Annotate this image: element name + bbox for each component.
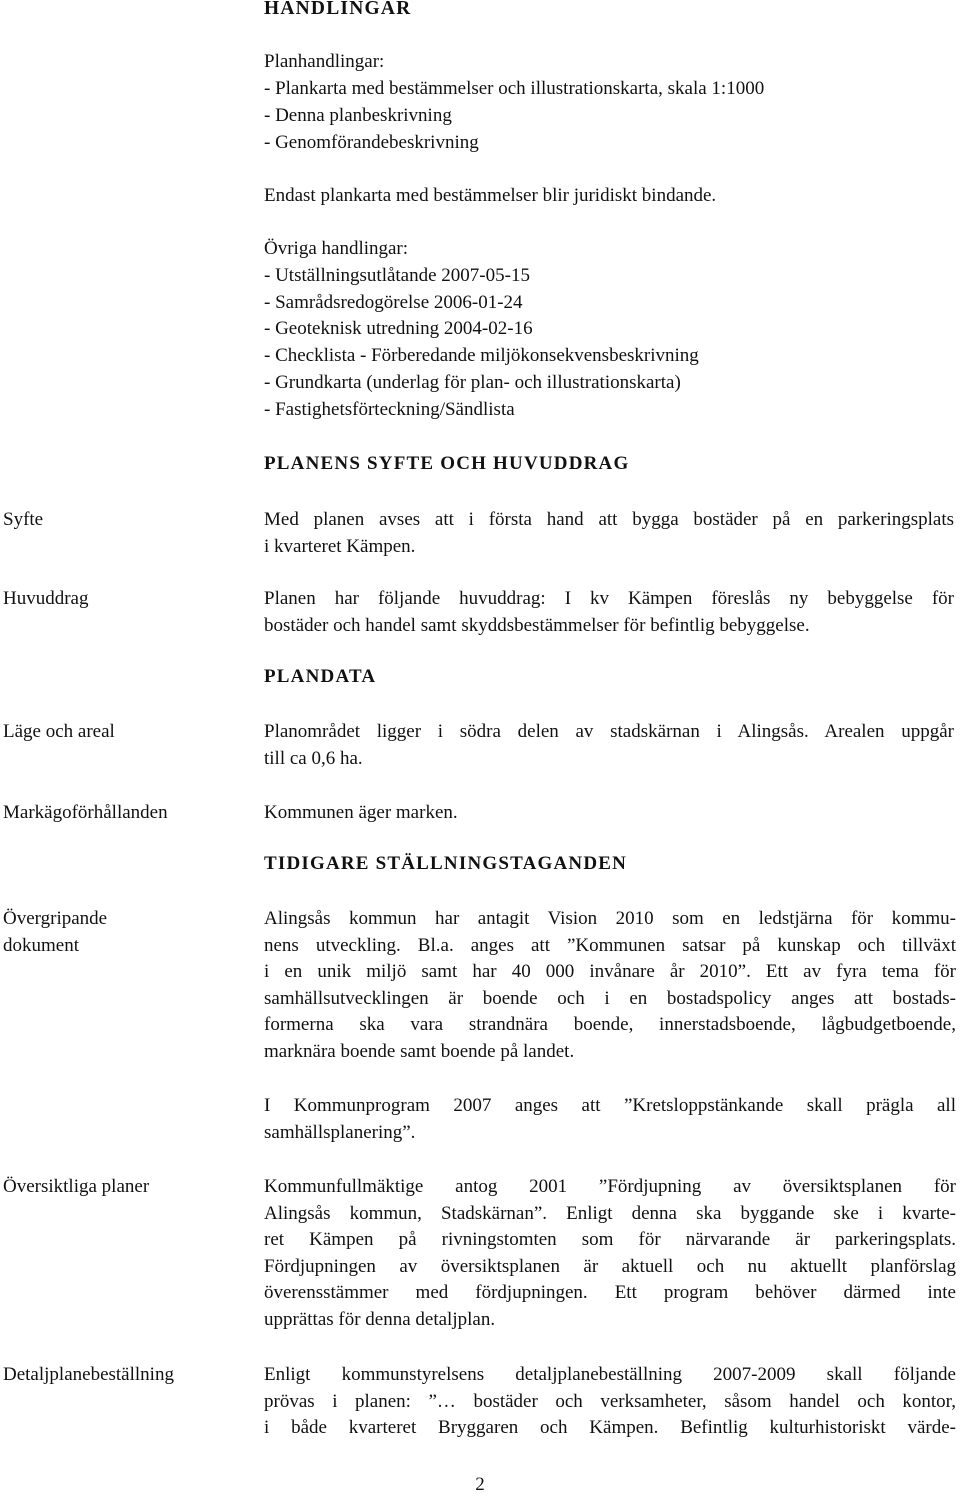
list-item: - Checklista - Förberedande miljökonsekvensbeskrivning	[264, 345, 699, 366]
page-number: 2	[475, 1474, 485, 1495]
text-line: Alingsås kommun har antagit Vision 2010 som en ledstjärna för kommu-	[264, 908, 956, 929]
list-item: - Fastighetsförteckning/Sändlista	[264, 399, 515, 420]
text-line: Fördjupningen av översiktsplanen är aktuell och nu aktuellt planförslag	[264, 1255, 956, 1277]
text-line: Alingsås kommun, Stadskärnan”. Enligt denna ska byggande ske i kvarte-	[264, 1202, 956, 1224]
list-item: - Geoteknisk utredning 2004-02-16	[264, 318, 533, 339]
text-line: nens utveckling. Bl.a. anges att ”Kommunen satsar på kunskap och tillväxt	[264, 934, 956, 956]
text-line: Enligt kommunstyrelsens detaljplanebeställning 2007-2009 skall följande	[264, 1364, 956, 1385]
paragraph-kommunprogram	[264, 1093, 956, 1146]
label-huvuddrag: Huvuddrag	[3, 588, 89, 609]
paragraph-overgripande	[264, 906, 956, 1066]
label-detaljplanebestallning: Detaljplanebeställning	[3, 1364, 174, 1385]
text-line: prövas i planen: ”… bostäder och verksamheter, såsom handel och kontor,	[264, 1390, 956, 1412]
paragraph-syfte	[264, 507, 954, 560]
label-markagoforhallanden: Markägoförhållanden	[3, 802, 168, 823]
text-line: Planen har följande huvuddrag: I kv Kämpen föreslås ny bebyggelse för	[264, 588, 954, 609]
label-lage-och-areal: Läge och areal	[3, 721, 115, 742]
text-line: Med planen avses att i första hand att bygga bostäder på en parkeringsplats	[264, 509, 954, 530]
text-line: Planområdet ligger i södra delen av stadskärnan i Alingsås. Arealen uppgår	[264, 721, 954, 742]
text-line: upprättas för denna detaljplan.	[264, 1308, 496, 1330]
list-item: - Grundkarta (underlag för plan- och illustrationskarta)	[264, 372, 681, 393]
text-line: marknära boende samt boende på landet.	[264, 1040, 575, 1062]
text-line: Kommunfullmäktige antog 2001 ”Fördjupning av översiktsplanen för	[264, 1176, 956, 1197]
text-line: i en unik miljö samt har 40 000 invånare år 2010”. Ett av fyra tema för	[264, 961, 956, 983]
other-documents-title: Övriga handlingar:	[264, 238, 409, 259]
binding-note: Endast plankarta med bestämmelser blir juridiskt bindande.	[264, 185, 717, 206]
text-line: överensstämmer med fördjupningen. Ett program behöver därmed inte	[264, 1282, 956, 1304]
paragraph-lage	[264, 719, 954, 772]
text-line: i både kvarteret Bryggaren och Kämpen. Befintlig kulturhistoriskt värde-	[264, 1417, 956, 1439]
text-line: till ca 0,6 ha.	[264, 747, 363, 769]
paragraph-mark: Kommunen äger marken.	[264, 802, 458, 823]
label-dokument: dokument	[3, 935, 79, 956]
text-line: formerna ska vara strandnära boende, innerstadsboende, lågbudgetboende,	[264, 1014, 956, 1036]
paragraph-detaljplan	[264, 1362, 956, 1442]
paragraph-oversiktliga	[264, 1174, 956, 1334]
plan-documents-title: Planhandlingar:	[264, 51, 385, 72]
section-heading-tidigare: TIDIGARE STÄLLNINGSTAGANDEN	[264, 853, 628, 874]
label-oversiktliga-planer: Översiktliga planer	[3, 1176, 150, 1197]
text-line: samhällsplanering”.	[264, 1121, 416, 1143]
list-item: - Plankarta med bestämmelser och illustrationskarta, skala 1:1000	[264, 78, 765, 99]
label-overgripande: Övergripande	[3, 908, 108, 929]
list-item: - Genomförandebeskrivning	[264, 132, 479, 153]
paragraph-huvuddrag	[264, 586, 954, 639]
text-line: ret Kämpen på rivningstomten som för närvarande är parkeringsplats.	[264, 1229, 956, 1251]
text-line: samhällsutvecklingen är boende och i en bostadspolicy anges att bostads-	[264, 987, 956, 1009]
text-line: I Kommunprogram 2007 anges att ”Kretsloppstänkande skall prägla all	[264, 1095, 956, 1116]
text-line: bostäder och handel samt skyddsbestämmelser för befintlig bebyggelse.	[264, 614, 810, 636]
list-item: - Denna planbeskrivning	[264, 105, 452, 126]
label-syfte: Syfte	[3, 509, 44, 530]
section-heading-plandata: PLANDATA	[264, 666, 377, 687]
section-heading-handlingar: HANDLINGAR	[264, 0, 412, 19]
list-item: - Utställningsutlåtande 2007-05-15	[264, 265, 530, 286]
list-item: - Samrådsredogörelse 2006-01-24	[264, 292, 523, 313]
section-heading-syfte: PLANENS SYFTE OCH HUVUDDRAG	[264, 453, 630, 474]
text-line: i kvarteret Kämpen.	[264, 535, 416, 557]
